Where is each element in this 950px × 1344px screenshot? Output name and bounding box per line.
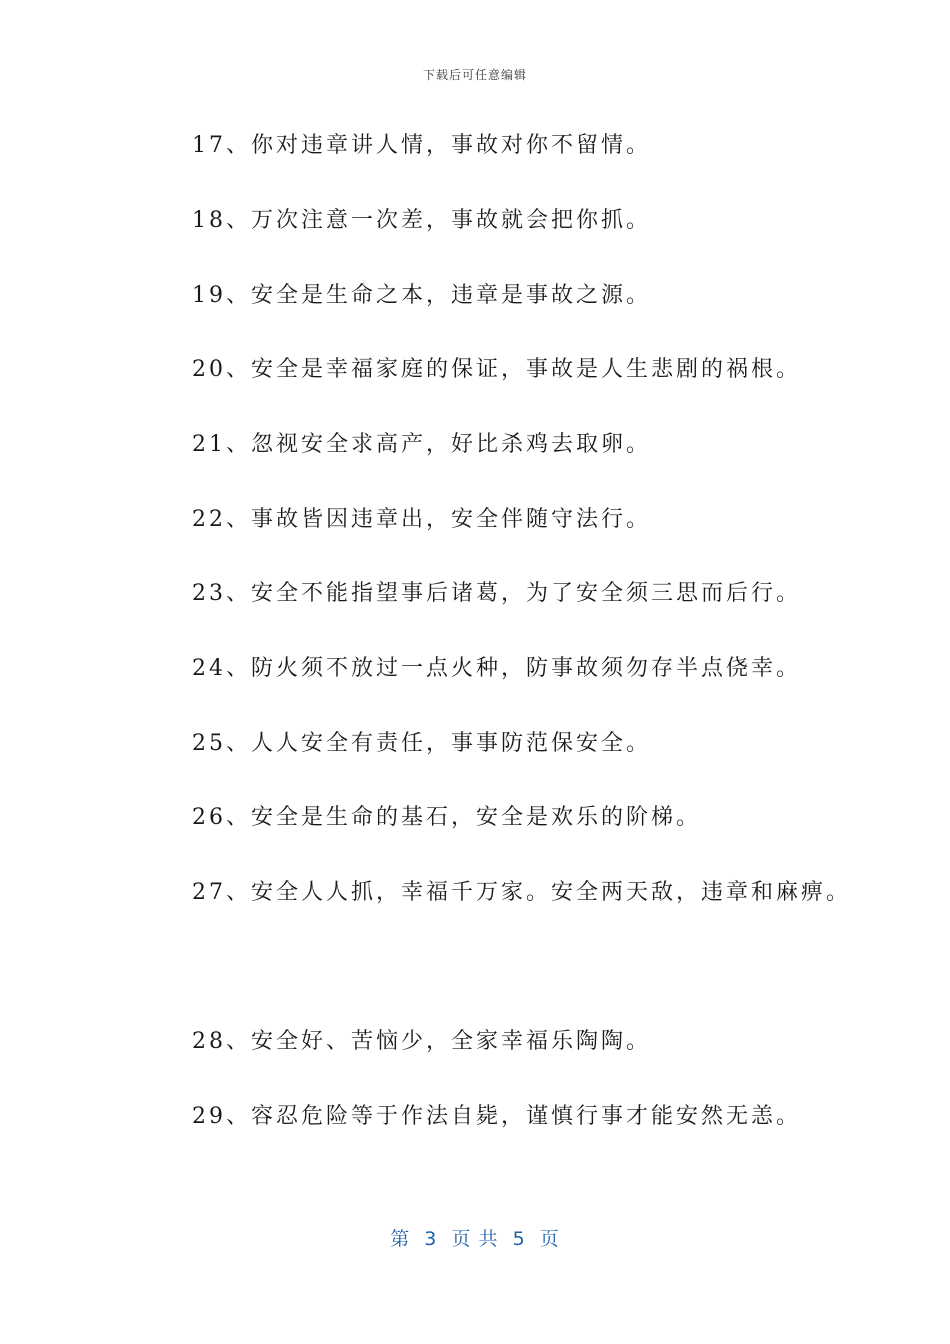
slogan-line: 20、安全是幸福家庭的保证，事故是人生悲剧的祸根。 — [192, 357, 801, 382]
page-header: 下载后可任意编辑 — [422, 68, 527, 82]
slogan-line: 17、你对违章讲人情，事故对你不留情。 — [192, 133, 651, 158]
slogan-line: 25、人人安全有责任，事事防范保安全。 — [192, 731, 651, 756]
slogan-line: 27、安全人人抓，幸福千万家。安全两天敌，违章和麻痹。 — [192, 880, 851, 905]
slogan-line: 21、忽视安全求高产，好比杀鸡去取卵。 — [192, 432, 651, 457]
slogan-line: 28、安全好、苦恼少，全家幸福乐陶陶。 — [192, 1029, 651, 1054]
slogan-line: 18、万次注意一次差，事故就会把你抓。 — [192, 208, 651, 233]
slogan-line: 24、防火须不放过一点火种，防事故须勿存半点侥幸。 — [192, 656, 801, 681]
page-number-footer: 第 3 页 共 5 页 — [390, 1228, 560, 1250]
slogan-line: 29、容忍危险等于作法自毙，谨慎行事才能安然无恙。 — [192, 1104, 801, 1129]
slogan-line: 26、安全是生命的基石，安全是欢乐的阶梯。 — [192, 805, 701, 830]
slogan-line: 19、安全是生命之本，违章是事故之源。 — [192, 283, 651, 308]
slogan-line: 22、事故皆因违章出，安全伴随守法行。 — [192, 507, 651, 532]
slogan-line: 23、安全不能指望事后诸葛，为了安全须三思而后行。 — [192, 581, 801, 606]
